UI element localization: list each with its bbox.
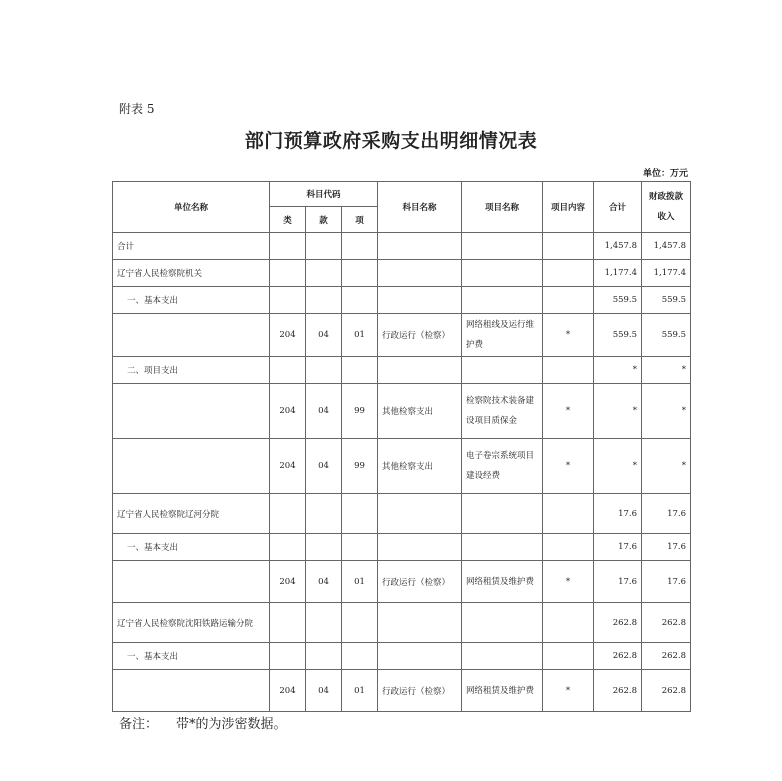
- cell-unit: 辽宁省人民检察院机关: [113, 260, 270, 287]
- cell-project: 网络租赁及维护费: [462, 561, 543, 603]
- cell-kuan: 04: [306, 670, 342, 712]
- cell-lei: 204: [270, 384, 306, 439]
- cell-xiang: [342, 643, 378, 670]
- cell-subject: 其他检察支出: [378, 384, 462, 439]
- cell-unit: 辽宁省人民检察院辽河分院: [113, 494, 270, 534]
- cell-project: 检察院技术装备建设项目质保金: [462, 384, 543, 439]
- page-title: 部门预算政府采购支出明细情况表: [244, 130, 538, 152]
- header-total: 合计: [594, 182, 642, 233]
- cell-xiang: [342, 233, 378, 260]
- cell-xiang: 01: [342, 314, 378, 357]
- cell-total: *: [594, 357, 642, 384]
- cell-fiscal: 17.6: [642, 561, 691, 603]
- cell-lei: 204: [270, 314, 306, 357]
- footnote: [119, 713, 305, 732]
- cell-content: [543, 603, 594, 643]
- cell-content: [543, 494, 594, 534]
- cell-kuan: [306, 233, 342, 260]
- table-row: [113, 260, 691, 287]
- cell-project: [462, 534, 543, 561]
- table-body: [113, 233, 691, 712]
- cell-total: 1,457.8: [594, 233, 642, 260]
- cell-kuan: [306, 260, 342, 287]
- cell-total: 17.6: [594, 494, 642, 534]
- cell-lei: [270, 534, 306, 561]
- cell-lei: [270, 643, 306, 670]
- cell-total: 262.8: [594, 670, 642, 712]
- cell-xiang: 99: [342, 439, 378, 494]
- cell-kuan: [306, 643, 342, 670]
- cell-xiang: [342, 603, 378, 643]
- table-row: [113, 561, 691, 603]
- cell-content: [543, 357, 594, 384]
- cell-project: [462, 643, 543, 670]
- cell-unit: [113, 561, 270, 603]
- cell-fiscal: 17.6: [642, 534, 691, 561]
- unit-label: 单位：万元: [642, 169, 688, 179]
- cell-fiscal: *: [642, 439, 691, 494]
- cell-xiang: [342, 534, 378, 561]
- cell-unit: 一、基本支出: [113, 643, 270, 670]
- cell-subject: [378, 287, 462, 314]
- cell-fiscal: 1,177.4: [642, 260, 691, 287]
- cell-fiscal: 559.5: [642, 314, 691, 357]
- cell-subject: [378, 643, 462, 670]
- table-row: [113, 287, 691, 314]
- cell-content: *: [543, 314, 594, 357]
- header-kuan: 款: [306, 207, 342, 233]
- footnote-text: 带*的为涉密数据。: [176, 717, 287, 732]
- cell-unit: [113, 314, 270, 357]
- cell-fiscal: 262.8: [642, 670, 691, 712]
- cell-total: *: [594, 384, 642, 439]
- cell-unit: 一、基本支出: [113, 534, 270, 561]
- cell-lei: [270, 260, 306, 287]
- cell-xiang: 01: [342, 670, 378, 712]
- cell-unit: [113, 670, 270, 712]
- cell-unit: 合计: [113, 233, 270, 260]
- cell-fiscal: 559.5: [642, 287, 691, 314]
- header-unit-name: 单位名称: [113, 182, 270, 233]
- table-row: [113, 534, 691, 561]
- cell-subject: [378, 534, 462, 561]
- table-row: [113, 643, 691, 670]
- cell-lei: [270, 357, 306, 384]
- cell-xiang: [342, 494, 378, 534]
- cell-kuan: [306, 494, 342, 534]
- cell-kuan: 04: [306, 561, 342, 603]
- cell-total: 262.8: [594, 643, 642, 670]
- cell-content: *: [543, 384, 594, 439]
- table-row: [113, 233, 691, 260]
- cell-lei: 204: [270, 439, 306, 494]
- cell-project: 网络租线及运行维护费: [462, 314, 543, 357]
- cell-total: *: [594, 439, 642, 494]
- cell-content: *: [543, 670, 594, 712]
- cell-content: [543, 643, 594, 670]
- table-row: [113, 494, 691, 534]
- cell-total: 262.8: [594, 603, 642, 643]
- cell-xiang: [342, 287, 378, 314]
- cell-subject: [378, 260, 462, 287]
- cell-subject: 行政运行（检察）: [378, 314, 462, 357]
- table-row: [113, 357, 691, 384]
- cell-kuan: [306, 603, 342, 643]
- cell-unit: [113, 384, 270, 439]
- header-xiang: 项: [342, 207, 378, 233]
- cell-content: [543, 233, 594, 260]
- cell-project: [462, 494, 543, 534]
- cell-xiang: [342, 260, 378, 287]
- header-subject-name: 科目名称: [378, 182, 462, 233]
- cell-xiang: [342, 357, 378, 384]
- cell-project: 电子卷宗系统项目建设经费: [462, 439, 543, 494]
- cell-subject: [378, 233, 462, 260]
- header-project-name: 项目名称: [462, 182, 543, 233]
- cell-subject: 其他检察支出: [378, 439, 462, 494]
- cell-content: *: [543, 439, 594, 494]
- table-row: [113, 670, 691, 712]
- cell-content: [543, 287, 594, 314]
- cell-unit: 辽宁省人民检察院沈阳铁路运输分院: [113, 603, 270, 643]
- cell-content: [543, 260, 594, 287]
- cell-fiscal: 1,457.8: [642, 233, 691, 260]
- header-project-content: 项目内容: [543, 182, 594, 233]
- header-fiscal: 财政拨款收入: [642, 182, 691, 233]
- cell-unit: [113, 439, 270, 494]
- footnote-label: 备注：: [119, 717, 159, 732]
- table-row: [113, 439, 691, 494]
- cell-subject: 行政运行（检察）: [378, 670, 462, 712]
- procurement-table: [112, 181, 691, 712]
- cell-content: [543, 534, 594, 561]
- cell-lei: 204: [270, 561, 306, 603]
- cell-total: 17.6: [594, 534, 642, 561]
- cell-total: 17.6: [594, 561, 642, 603]
- cell-unit: 二、项目支出: [113, 357, 270, 384]
- header-subject-code: 科目代码: [270, 182, 378, 207]
- cell-fiscal: *: [642, 357, 691, 384]
- table-row: [113, 603, 691, 643]
- cell-unit: 一、基本支出: [113, 287, 270, 314]
- cell-content: *: [543, 561, 594, 603]
- cell-kuan: [306, 534, 342, 561]
- cell-subject: [378, 494, 462, 534]
- cell-project: [462, 260, 543, 287]
- cell-total: 559.5: [594, 287, 642, 314]
- cell-fiscal: *: [642, 384, 691, 439]
- cell-subject: 行政运行（检察）: [378, 561, 462, 603]
- cell-fiscal: 262.8: [642, 603, 691, 643]
- cell-lei: [270, 603, 306, 643]
- cell-subject: [378, 603, 462, 643]
- cell-project: [462, 357, 543, 384]
- cell-lei: 204: [270, 670, 306, 712]
- cell-project: [462, 603, 543, 643]
- table-row: [113, 314, 691, 357]
- cell-subject: [378, 357, 462, 384]
- cell-total: 1,177.4: [594, 260, 642, 287]
- table-row: [113, 384, 691, 439]
- cell-kuan: 04: [306, 384, 342, 439]
- cell-lei: [270, 494, 306, 534]
- cell-kuan: 04: [306, 439, 342, 494]
- cell-kuan: [306, 357, 342, 384]
- cell-kuan: [306, 287, 342, 314]
- cell-xiang: 99: [342, 384, 378, 439]
- cell-lei: [270, 233, 306, 260]
- attachment-label: 附表 5: [119, 102, 155, 116]
- cell-total: 559.5: [594, 314, 642, 357]
- cell-lei: [270, 287, 306, 314]
- cell-project: [462, 287, 543, 314]
- cell-fiscal: 262.8: [642, 643, 691, 670]
- header-lei: 类: [270, 207, 306, 233]
- cell-xiang: 01: [342, 561, 378, 603]
- cell-project: 网络租赁及维护费: [462, 670, 543, 712]
- cell-kuan: 04: [306, 314, 342, 357]
- cell-fiscal: 17.6: [642, 494, 691, 534]
- cell-project: [462, 233, 543, 260]
